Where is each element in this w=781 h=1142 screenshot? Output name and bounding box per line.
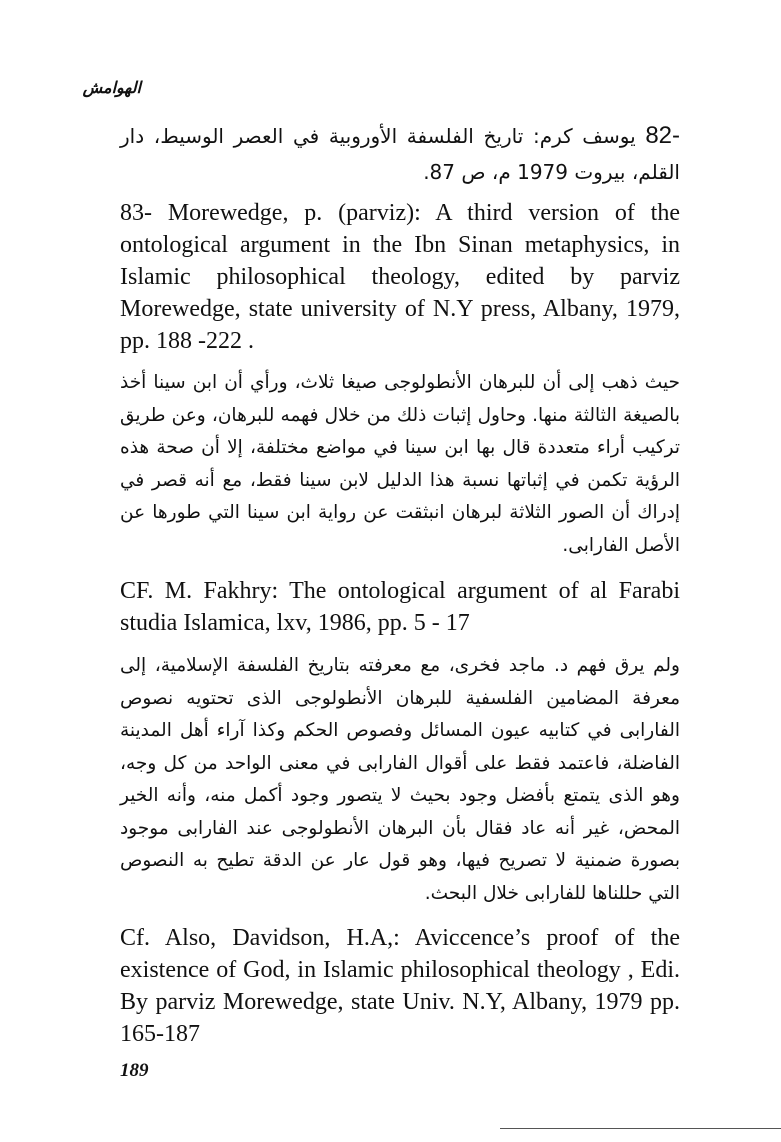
footnote-83-commentary: حيث ذهب إلى أن للبرهان الأنطولوجى صيغا ثلاث، ورأي أن ابن سينا أخذ بالصيغة الثالثة منها. وحاول إثبات ذلك من خلال فهمه للبرهان، وعن طريق تركيب أراء متعددة قال بها ابن سينا في مواضع مختلفة، إلا أن صحة هذه الرؤية تكمن في إثباتها نسبة هذا الدليل لابن سينا فقط، مع أنه قصر في إدراك أن الصور الثلاثة لبرهان انبثقت عن رواية ابن سينا التي طورها عن الأصل الفارابى. — [120, 372, 680, 556]
fakhry-reference: CF. M. Fakhry: The ontological argument of al Farabi studia Islamica, lxv, 1986, pp. 5 - 17 — [120, 578, 680, 636]
fakhry-commentary: ولم يرق فهم د. ماجد فخرى، مع معرفته بتاريخ الفلسفة الإسلامية، إلى معرفة المضامين الفلسفية للبرهان الأنطولوجى الذى تحتويه نصوص الفارابى في كتابيه عيون المسائل وفصوص الحكم وكذا آراء أهل المدينة الفاضلة، فاعتمد فقط على أقوال الفارابى في معنى الواحد من كل وجه، وهو الذى يتمتع بأفضل وجود بحيث لا يتصور وجود أكمل منه، وأنه الخير المحض، غير أنه عاد فقال بأن البرهان الأنطولوجى عند الفارابى موجود بصورة ضمنية لا تصريح فيها، وهو قول عار عن الدقة تطيح به النصوص التي حللناها للفارابى خلال البحث. — [120, 655, 680, 904]
footnote-83-reference: 83- Morewedge, p. (parviz): A third version of the ontological argument in the Ibn Sinan metaphysics, in Islamic philosophical theology, edited by parviz Morewedge, state university of N.Y press, Albany, 1979, pp. 188 -222 . — [120, 200, 680, 354]
footnote-82-text: يوسف كرم: تاريخ الفلسفة الأوروبية في العصر الوسيط، دار القلم، بيروت 1979 م، ص 87. — [120, 124, 680, 184]
footnote-82-number: 82- — [645, 122, 680, 149]
running-header: الهوامش — [82, 78, 141, 97]
footnote-82 — [120, 118, 680, 190]
davidson-reference: Cf. Also, Davidson, H.A,: Aviccence’s proof of the existence of God, in Islamic philosophical theology , Edi. By parviz Morewedge, state Univ. N.Y, Albany, 1979 pp. 165-187 — [120, 925, 680, 1047]
page-number: 189 — [120, 1060, 149, 1081]
bottom-rule — [500, 1128, 781, 1129]
